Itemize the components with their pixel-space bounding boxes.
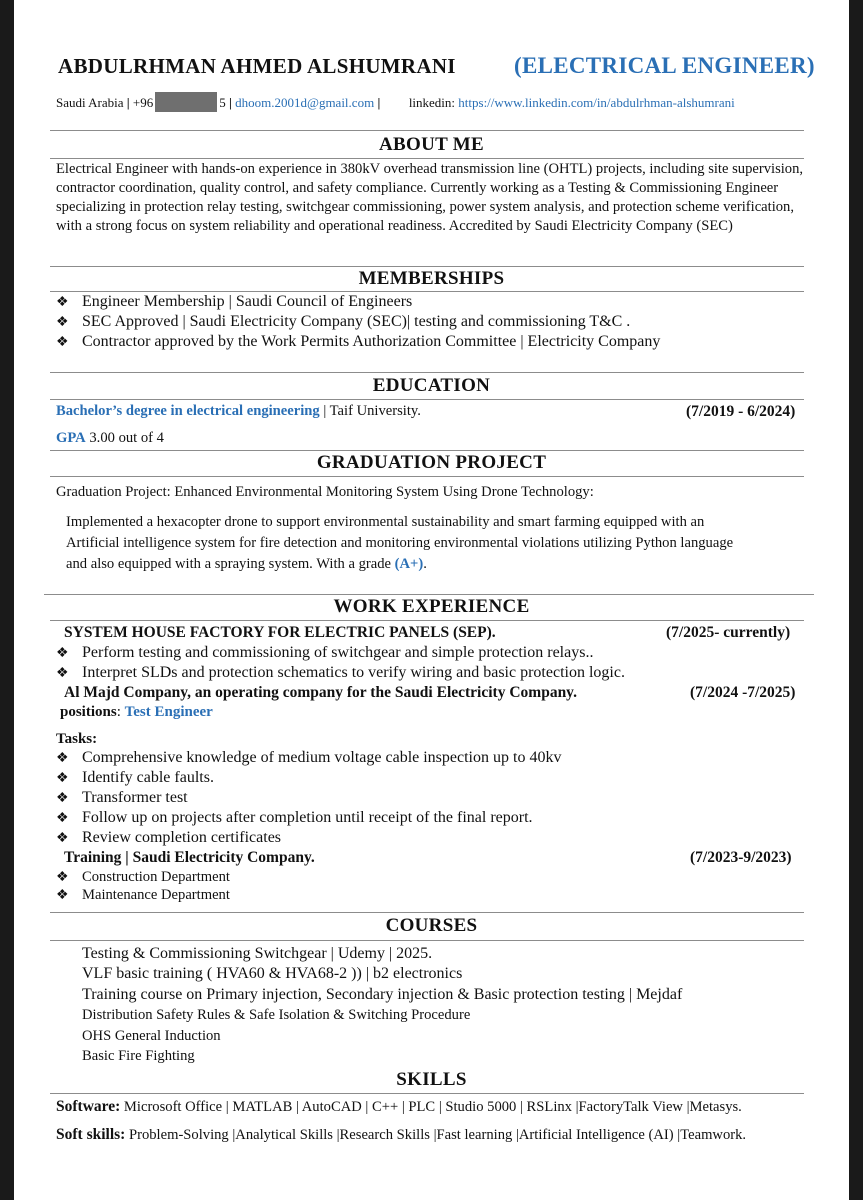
education-dates: (7/2019 - 6/2024): [686, 403, 796, 420]
gpa-label: GPA: [56, 430, 86, 446]
project-line: and also equipped with a spraying system. With a grade (A+).: [66, 556, 427, 572]
list-item: ❖ Maintenance Department: [56, 887, 230, 903]
positions-label: positions: [60, 704, 117, 720]
skills-heading: SKILLS: [396, 1069, 467, 1090]
soft-skills: Soft skills: Problem-Solving |Analytical Skills |Research Skills |Fast learning |Artificial Intelligence (AI) |Teamwork.: [56, 1126, 747, 1143]
divider: [50, 940, 804, 941]
job-company: SYSTEM HOUSE FACTORY FOR ELECTRIC PANELS (SEP).: [64, 624, 496, 641]
gpa-line: [56, 430, 164, 447]
course-item: Distribution Safety Rules & Safe Isolation & Switching Procedure: [82, 1007, 471, 1023]
project-title: Graduation Project: Enhanced Environmental Monitoring System Using Drone Technology:: [56, 484, 594, 500]
email-link[interactable]: dhoom.2001d@gmail.com: [235, 95, 375, 110]
divider: [50, 130, 804, 131]
bullet-icon: ❖: [56, 646, 69, 661]
job-company: Al Majd Company, an operating company for the Saudi Electricity Company.: [64, 684, 577, 701]
course-item: OHS General Induction: [82, 1028, 221, 1044]
divider: [50, 1093, 804, 1094]
list-item: ❖ Contractor approved by the Work Permits Authorization Committee | Electricity Company: [56, 333, 661, 350]
list-item: ❖ SEC Approved | Saudi Electricity Company (SEC)| testing and commissioning T&C .: [56, 313, 631, 330]
divider: [50, 399, 804, 400]
phone-suffix: 5: [219, 95, 226, 110]
course-item: VLF basic training ( HVA60 & HVA68-2 )) | b2 electronics: [82, 965, 463, 982]
list-item: ❖ Perform testing and commissioning of switchgear and simple protection relays..: [56, 644, 594, 661]
phone-redaction: [155, 92, 217, 112]
positions-line: positions: Test Engineer: [60, 704, 213, 720]
bullet-icon: ❖: [56, 831, 69, 846]
job-dates: (7/2024 -7/2025): [690, 684, 796, 701]
bullet-icon: ❖: [56, 771, 69, 786]
divider: [44, 594, 814, 595]
bullet-icon: ❖: [56, 666, 69, 681]
gpa-value: 3.00 out of 4: [85, 430, 164, 446]
candidate-title: (ELECTRICAL ENGINEER): [514, 53, 815, 78]
divider: [50, 158, 804, 159]
tasks-label: Tasks:: [56, 731, 98, 747]
list-item: ❖ Review completion certificates: [56, 829, 282, 846]
list-item: ❖ Identify cable faults.: [56, 769, 214, 786]
university: | Taif University.: [319, 403, 421, 419]
project-heading: GRADUATION PROJECT: [316, 452, 547, 473]
divider: [50, 620, 804, 621]
list-item: ❖ Transformer test: [56, 789, 188, 806]
linkedin-label: linkedin:: [408, 95, 456, 110]
divider: [50, 291, 804, 292]
list-item: ❖ Interpret SLDs and protection schematics to verify wiring and basic protection logic.: [56, 664, 625, 681]
bullet-icon: ❖: [56, 315, 69, 330]
education-heading: EDUCATION: [372, 375, 491, 396]
list-item: ❖ Follow up on projects after completion until receipt of the final report.: [56, 809, 533, 826]
phone-prefix: +96: [132, 95, 154, 110]
education-degree-line: [56, 403, 421, 420]
bullet-icon: ❖: [56, 335, 69, 350]
bullet-icon: ❖: [56, 295, 69, 310]
about-text: Electrical Engineer with hands-on experience in 380kV overhead transmission line (OHTL) projects, including site supervision, contractor coordination, quality control, and safety compliance. Currently working as a Testing & Commissioning Engineer specializing in protection relay testing, switchgear commissioning, power system analysis, and protection scheme verification, with a strong focus on system reliability and operational readiness. Accredited by Saudi Electricity Company (SEC): [56, 161, 804, 234]
divider: [50, 266, 804, 267]
project-line: Artificial intelligence system for fire detection and monitoring environmental violations utilizing Python language: [66, 535, 734, 551]
job-dates: (7/2025- currently): [666, 624, 791, 641]
divider: [50, 912, 804, 913]
contact-line: Saudi Arabia | +96 5 | dhoom.2001d@gmail.com | linkedin: https://www.linkedin.com/in/abdulrhman-alshumrani: [56, 92, 735, 112]
bullet-icon: ❖: [56, 751, 69, 766]
project-grade: (A+): [394, 556, 424, 572]
position-title: Test Engineer: [124, 704, 213, 720]
bullet-icon: ❖: [56, 811, 69, 826]
left-border: [0, 0, 14, 1200]
courses-heading: COURSES: [385, 915, 478, 936]
bullet-icon: ❖: [56, 888, 69, 903]
job-dates: (7/2023-9/2023): [690, 849, 792, 866]
project-line: Implemented a hexacopter drone to support environmental sustainability and smart farming equipped with an: [66, 514, 705, 530]
software-label: Software:: [56, 1098, 121, 1115]
about-heading: ABOUT ME: [379, 134, 484, 155]
work-heading: WORK EXPERIENCE: [333, 596, 530, 617]
divider: [50, 372, 804, 373]
list-item: ❖ Construction Department: [56, 869, 230, 885]
list-item: ❖ Engineer Membership | Saudi Council of Engineers: [56, 293, 413, 310]
list-item: ❖ Comprehensive knowledge of medium voltage cable inspection up to 40kv: [56, 749, 562, 766]
course-item: Testing & Commissioning Switchgear | Udemy | 2025.: [82, 945, 433, 962]
linkedin-link[interactable]: https://www.linkedin.com/in/abdulrhman-alshumrani: [458, 95, 735, 110]
candidate-name: ABDULRHMAN AHMED ALSHUMRANI: [58, 54, 456, 78]
bullet-icon: ❖: [56, 791, 69, 806]
divider: [50, 450, 804, 451]
course-item: Training course on Primary injection, Secondary injection & Basic protection testing | Mejdaf: [82, 986, 683, 1003]
location: Saudi Arabia: [56, 95, 124, 110]
degree: Bachelor’s degree in electrical engineering: [56, 403, 320, 419]
software-skills: Software: Microsoft Office | MATLAB | AutoCAD | C++ | PLC | Studio 5000 | RSLinx |FactoryTalk View |Metasys.: [56, 1098, 742, 1115]
bullet-icon: ❖: [56, 870, 69, 885]
soft-label: Soft skills:: [56, 1126, 126, 1143]
job-company: Training | Saudi Electricity Company.: [64, 849, 315, 866]
memberships-heading: MEMBERSHIPS: [358, 268, 505, 289]
right-border: [849, 0, 863, 1200]
divider: [50, 476, 804, 477]
course-item: Basic Fire Fighting: [82, 1048, 195, 1064]
